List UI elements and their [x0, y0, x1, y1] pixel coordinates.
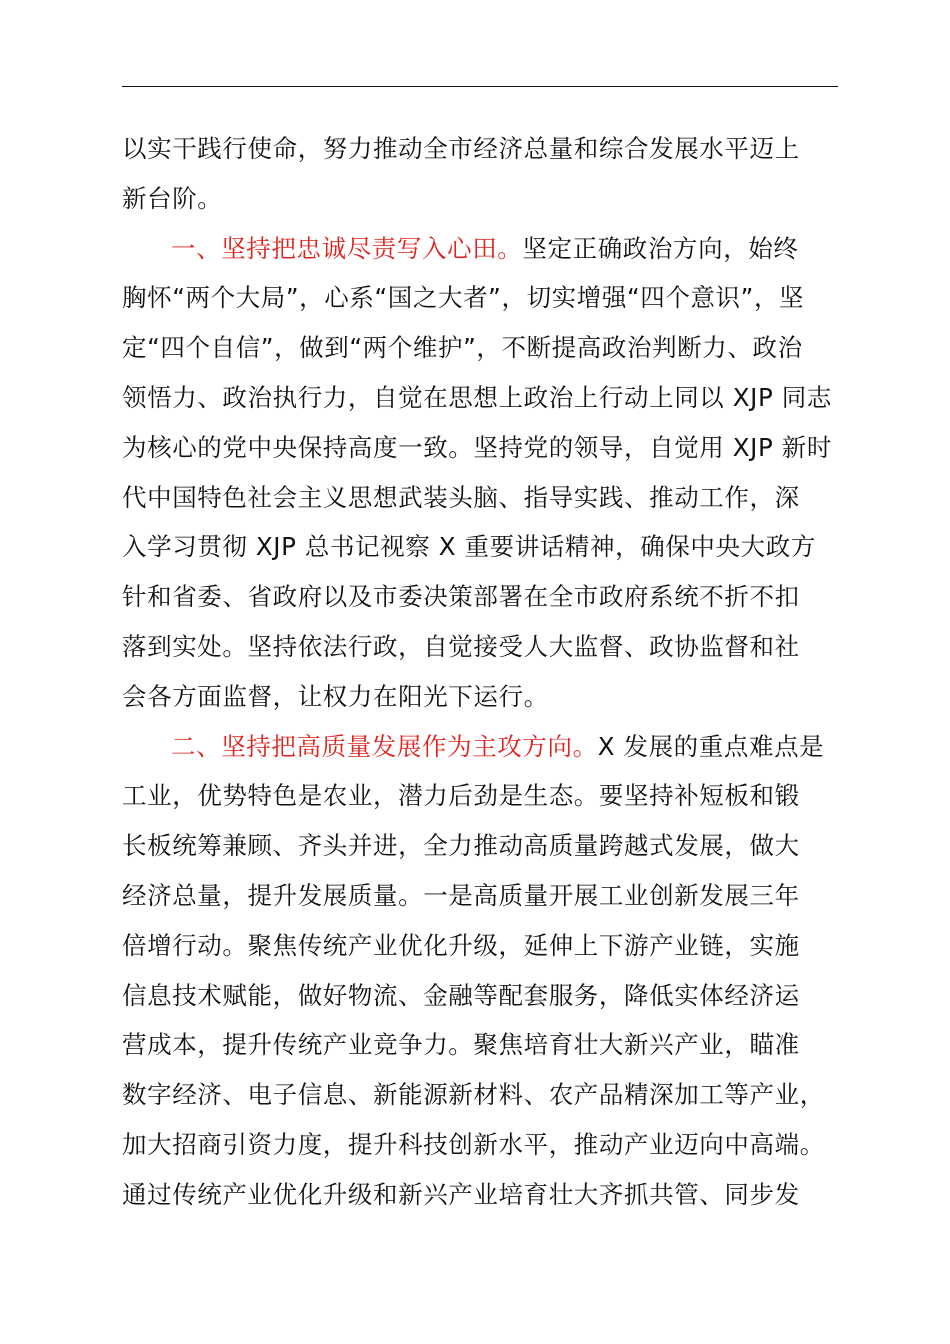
text-line: 信息技术赋能，做好物流、金融等配套服务，降低实体经济运: [122, 980, 800, 1010]
text-line: 胸怀“两个大局”，心系“国之大者”，切实增强“四个意识”，坚: [122, 283, 805, 313]
text-line: 会各方面监督，让权力在阳光下运行。: [122, 681, 549, 711]
text-line: 入学习贯彻 XJP 总书记视察 X 重要讲话精神，确保中央大政方: [122, 532, 816, 562]
text-line: 长板统筹兼顾、齐头并进，全力推动高质量跨越式发展，做大: [122, 831, 800, 861]
section-1-lead: 坚定正确政治方向，始终: [522, 233, 799, 263]
text-line: 以实干践行使命，努力推动全市经济总量和综合发展水平迈上: [122, 134, 800, 163]
text-line: 经济总量，提升发展质量。一是高质量开展工业创新发展三年: [122, 880, 800, 910]
text-line: 通过传统产业优化升级和新兴产业培育壮大齐抓共管、同步发: [122, 1179, 800, 1209]
text-line: 落到实处。坚持依法行政，自觉接受人大监督、政协监督和社: [122, 631, 800, 661]
body-text: [122, 124, 862, 1220]
section-1-heading: 一、坚持把忠诚尽责写入心田。: [171, 233, 523, 263]
header-rule: [122, 86, 838, 87]
section-1-first-line: [122, 224, 862, 274]
text-line: 数字经济、电子信息、新能源新材料、农产品精深加工等产业，: [122, 1080, 825, 1110]
text-line: 倍增行动。聚焦传统产业优化升级，延伸上下游产业链，实施: [122, 930, 800, 960]
text-line: 定“四个自信”，做到“两个维护”，不断提高政治判断力、政治: [122, 333, 803, 363]
text-line: 加大招商引资力度，提升科技创新水平，推动产业迈向中高端。: [122, 1129, 825, 1159]
text-line: 为核心的党中央保持高度一致。坚持党的领导，自觉用 XJP 新时: [122, 432, 832, 462]
section-2-lead: X 发展的重点难点是: [597, 731, 825, 761]
text-line: 领悟力、政治执行力，自觉在思想上政治上行动上同以 XJP 同志: [122, 382, 832, 412]
text-line: 新台阶。: [122, 183, 223, 213]
text-line: 针和省委、省政府以及市委决策部署在全市政府系统不折不扣: [122, 582, 800, 612]
text-line: 代中国特色社会主义思想武装头脑、指导实践、推动工作，深: [122, 482, 800, 512]
text-line: 工业，优势特色是农业，潜力后劲是生态。要坚持补短板和锻: [122, 781, 800, 811]
text-line: 营成本，提升传统产业竞争力。聚焦培育壮大新兴产业，瞄准: [122, 1030, 800, 1060]
section-2-heading: 二、坚持把高质量发展作为主攻方向。: [171, 731, 598, 761]
section-2-first-line: [122, 722, 862, 772]
